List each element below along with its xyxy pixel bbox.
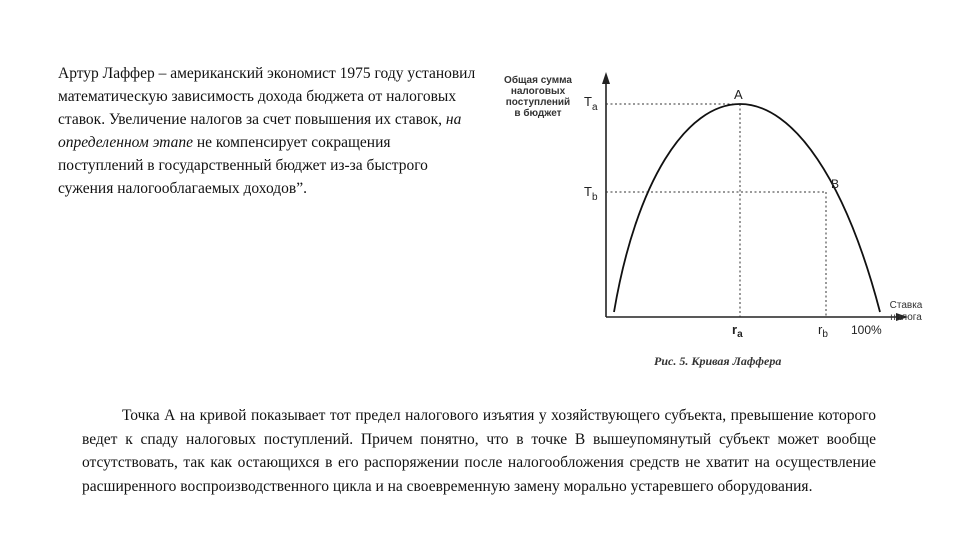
laffer-curve-chart [496,62,926,382]
ta-label [584,94,598,113]
body-paragraph-text: Точка А на кривой показывает тот предел налогового изъятия у хозяйствующего субъекта, превышение которого ведет к спаду налоговых поступлений. Причем понятно, что в точке В вышеупомянутый субъект может вообще отсутствовать, так как остающихся в его распоряжении после налогообложения средств не хватит на осуществление расширенного воспроизводственного цикла и на своевременную замену морально устаревшего оборудования. [82,407,876,495]
ra-label-main: r [732,322,738,337]
point-a-label: A [734,87,743,102]
tb-label-main: T [584,184,592,199]
ta-label-sub: a [591,102,598,113]
x-axis-label-line-2: налога [890,312,922,323]
y-axis-label-line-4: в бюджет [514,108,562,119]
hundred-percent-label: 100% [851,323,882,337]
rb-label [818,322,828,340]
ra-label-sub: a [737,329,743,340]
y-axis-label-line-3: поступлений [505,97,571,108]
rb-label-sub: b [822,329,828,340]
tb-label [584,184,598,203]
x-axis-label-line-1: Ставка [889,300,923,311]
point-b-label: B [831,177,840,191]
rb-label-main: r [818,322,823,337]
body-paragraph [82,404,876,498]
ra-label [732,322,743,340]
tb-label-sub: b [591,192,598,203]
intro-paragraph [58,62,478,200]
laffer-curve-figure [496,62,926,382]
intro-italic-text: на определенном этапе [58,111,462,151]
intro-text-end: не компенсирует сокращения поступлений в государственный бюджет из-за быстрого сужения налогооблагаемых доходов”. [58,134,428,197]
figure-caption: Рис. 5. Кривая Лаффера [654,354,782,368]
y-axis-label-line-1: Общая сумма [504,75,572,86]
ta-label-main: T [584,94,592,109]
laffer-curve [614,104,880,312]
y-axis-arrow-icon [602,72,610,84]
intro-text-start: Артур Лаффер – американский экономист 1975 году установил математическую зависимость дохода бюджета от налоговых ставок. Увеличение налогов за счет повышения их ставок, [58,65,476,128]
y-axis-label-line-2: налоговых [510,86,566,97]
